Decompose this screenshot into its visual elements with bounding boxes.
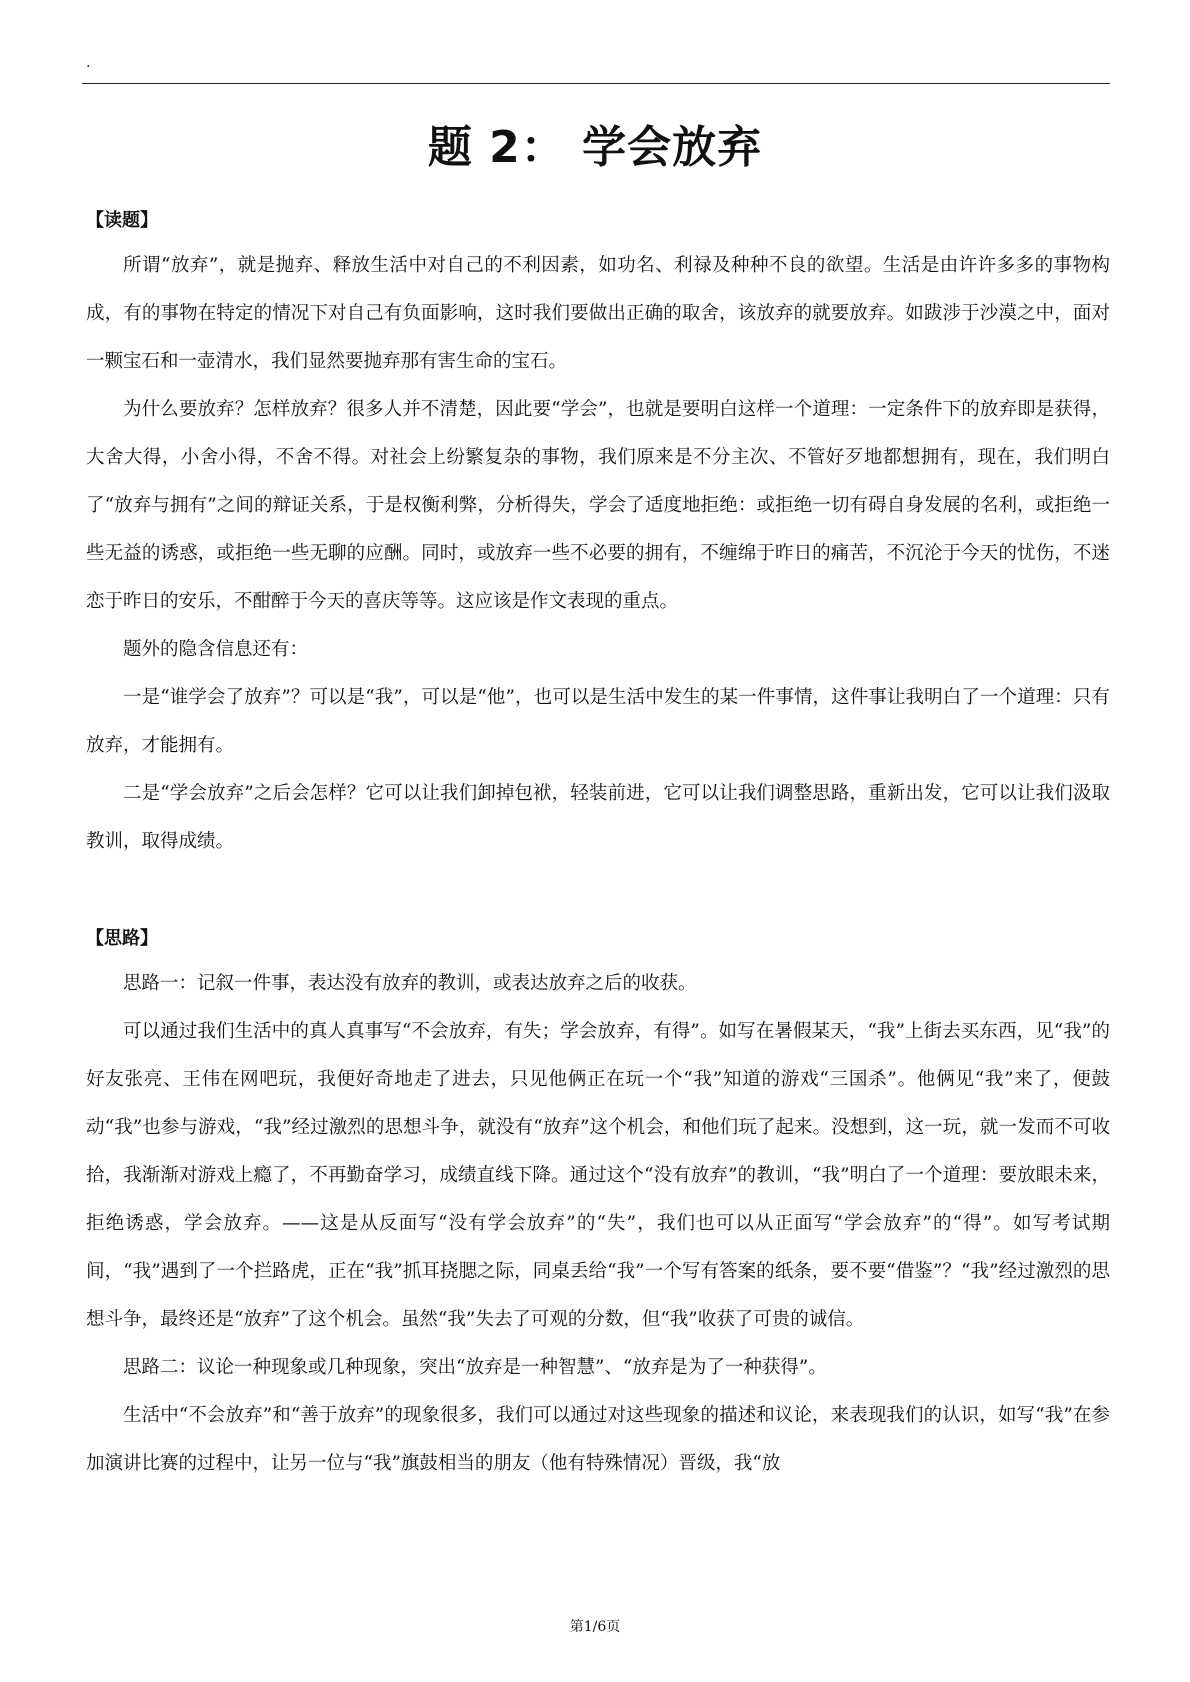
header-rule bbox=[82, 83, 1110, 84]
reading-paragraph-2: 为什么要放弃？怎样放弃？很多人并不清楚，因此要“学会”，也就是要明白这样一个道理：一定条件下的放弃即是获得，大舍大得，小舍小得，不舍不得。对社会上纷繁复杂的事物，我们原来是不分主次、不管好歹地都想拥有，现在，我们明白了“放弃与拥有”之间的辩证关系，于是权衡利弊，分析得失，学会了适度地拒绝：或拒绝一切有碍自身发展的名利，或拒绝一些无益的诱惑，或拒绝一些无聊的应酬。同时，或放弃一些不必要的拥有，不缠绵于昨日的痛苦，不沉沦于今天的忧伤，不迷恋于昨日的安乐，不酣醉于今天的喜庆等等。这应该是作文表现的重点。 bbox=[86, 399, 1110, 612]
header-mark: . bbox=[86, 55, 91, 71]
reading-section bbox=[86, 200, 1110, 866]
reading-paragraph-3: 题外的隐含信息还有： bbox=[123, 639, 309, 660]
approach-heading: 【思路】 bbox=[86, 928, 158, 949]
section-spacer bbox=[86, 866, 1110, 918]
reading-paragraph-4: 一是“谁学会了放弃”？可以是“我”，可以是“他”，也可以是生活中发生的某一件事情，这件事让我明白了一个道理：只有放弃，才能拥有。 bbox=[86, 687, 1110, 756]
document-body bbox=[86, 200, 1110, 1488]
approach-paragraph-1: 思路一：记叙一件事，表达没有放弃的教训，或表达放弃之后的收获。 bbox=[123, 973, 697, 994]
reading-paragraph-1: 所谓“放弃”，就是抛弃、释放生活中对自己的不利因素，如功名、利禄及种种不良的欲望。生活是由许许多多的事物构成，有的事物在特定的情况下对自己有负面影响，这时我们要做出正确的取舍，该放弃的就要放弃。如跋涉于沙漠之中，面对一颗宝石和一壶清水，我们显然要抛弃那有害生命的宝石。 bbox=[86, 255, 1110, 372]
approach-paragraph-2: 可以通过我们生活中的真人真事写“不会放弃，有失；学会放弃，有得”。如写在暑假某天，“我”上街去买东西，见“我”的好友张亮、王伟在网吧玩，我便好奇地走了进去，只见他俩正在玩一个“我”知道的游戏“三国杀”。他俩见“我”来了，便鼓动“我”也参与游戏，“我”经过激烈的思想斗争，就没有“放弃”这个机会，和他们玩了起来。没想到，这一玩，就一发而不可收拾，我渐渐对游戏上瘾了，不再勤奋学习，成绩直线下降。通过这个“没有放弃”的教训，“我”明白了一个道理：要放眼未来，拒绝诱惑，学会放弃。——这是从反面写“没有学会放弃”的“失”，我们也可以从正面写“学会放弃”的“得”。如写考试期间，“我”遇到了一个拦路虎，正在“我”抓耳挠腮之际，同桌丢给“我”一个写有答案的纸条，要不要“借鉴”？“我”经过激烈的思想斗争，最终还是“放弃”了这个机会。虽然“我”失去了可观的分数，但“我”收获了可贵的诚信。 bbox=[86, 1021, 1110, 1330]
reading-paragraph-5: 二是“学会放弃”之后会怎样？它可以让我们卸掉包袱，轻装前进，它可以让我们调整思路，重新出发，它可以让我们汲取教训，取得成绩。 bbox=[86, 783, 1110, 852]
reading-heading: 【读题】 bbox=[86, 210, 158, 231]
approach-section bbox=[86, 918, 1110, 1488]
approach-paragraph-3: 思路二：议论一种现象或几种现象，突出“放弃是一种智慧”、“放弃是为了一种获得”。 bbox=[123, 1357, 827, 1378]
page-number: 第1/6页 bbox=[569, 1619, 621, 1635]
page-title: 题 2： 学会放弃 bbox=[427, 122, 763, 174]
approach-paragraph-4: 生活中“不会放弃”和“善于放弃”的现象很多，我们可以通过对这些现象的描述和议论，来表现我们的认识，如写“我”在参加演讲比赛的过程中，让另一位与“我”旗鼓相当的朋友（他有特殊情况）晋级，我“放 bbox=[86, 1405, 1110, 1474]
